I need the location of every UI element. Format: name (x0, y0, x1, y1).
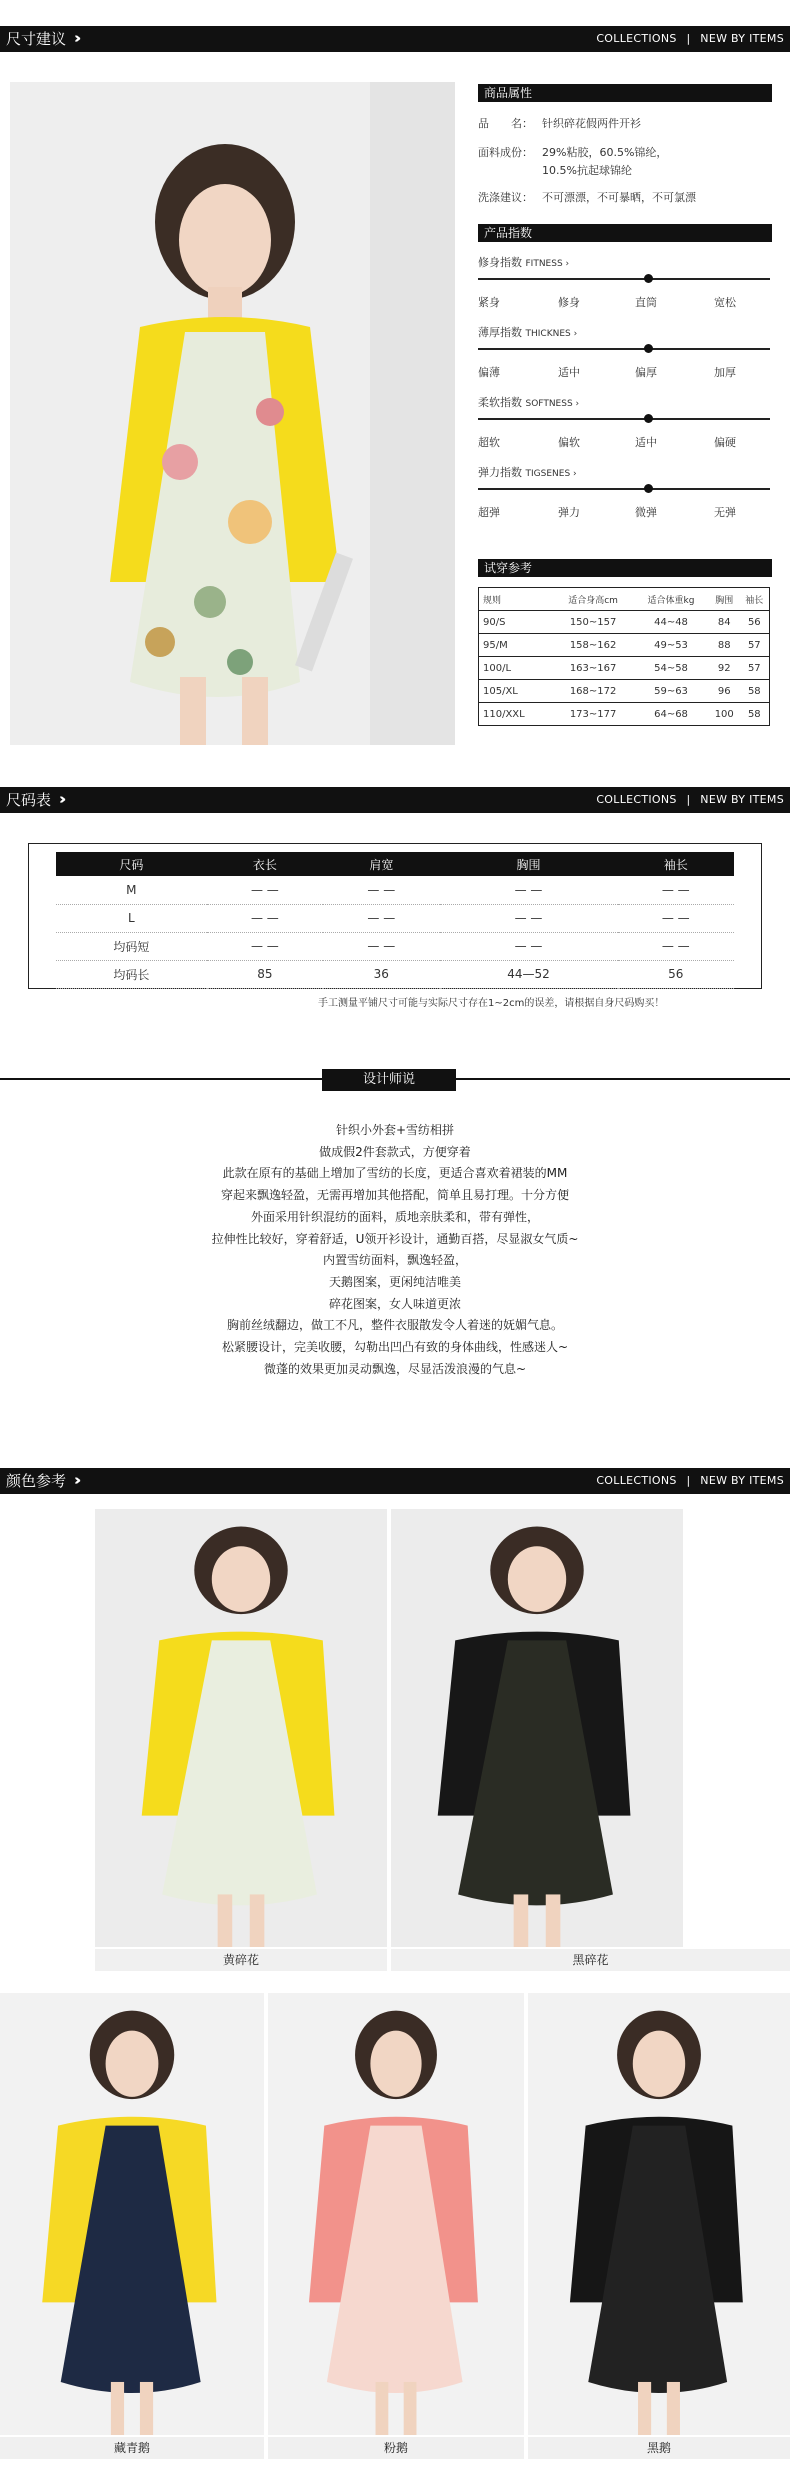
indices-header: 产品指数 (478, 224, 772, 242)
index-en-name: FITNESS › (525, 259, 570, 269)
section-title: 尺寸建议 (6, 30, 67, 48)
table-cell: 56 (740, 611, 770, 634)
table-cell: 44—52 (440, 960, 618, 988)
table-cell: 85 (207, 960, 323, 988)
table-cell: 49~53 (633, 634, 709, 657)
index-tick: 微弹 (635, 506, 657, 519)
table-row (479, 611, 770, 634)
chevron-right-icon: ›› (59, 790, 62, 808)
table-cell: — — (618, 904, 734, 932)
table-cell: 58 (740, 680, 770, 703)
table-cell: 均码短 (56, 932, 207, 960)
color-caption: 粉鹅 (268, 2437, 524, 2459)
try-on-header: 试穿参考 (478, 559, 772, 577)
column-header: 适合体重kg (633, 588, 709, 611)
table-cell: 150~157 (553, 611, 633, 634)
table-cell: 44~48 (633, 611, 709, 634)
index-marker (644, 344, 653, 353)
column-header: 袖长 (618, 852, 734, 876)
index-marker (644, 414, 653, 423)
section-title: 尺码表 (6, 791, 52, 809)
index-en-name: SOFTNESS › (525, 399, 580, 409)
main-product-photo (10, 82, 455, 745)
attr-name: 品 名： 针织碎花假两件开衫 (478, 117, 641, 130)
index-tick: 加厚 (714, 366, 736, 379)
table-cell: 56 (618, 960, 734, 988)
index-name: 修身指数 (478, 256, 526, 269)
description-line: 此款在原有的基础上增加了雪纺的长度，更适合喜欢着裙装的MM (222, 1166, 568, 1181)
table-row (479, 634, 770, 657)
column-header: 肩宽 (323, 852, 439, 876)
table-cell: — — (323, 876, 439, 904)
color-caption: 藏青鹅 (0, 2437, 264, 2459)
color-caption: 黑鹅 (528, 2437, 790, 2459)
column-header: 适合身高cm (553, 588, 633, 611)
new-items-link[interactable]: NEW BY ITEMS (700, 32, 784, 45)
index-name: 弹力指数 (478, 466, 526, 479)
index-name: 薄厚指数 (478, 326, 526, 339)
table-cell: 57 (740, 634, 770, 657)
table-cell: — — (440, 876, 618, 904)
attr-fabric: 面料成份： 29%粘胶，60.5%锦纶， (478, 146, 668, 159)
table-cell: — — (207, 932, 323, 960)
index-tick: 偏厚 (635, 366, 657, 379)
description-line: 拉伸性比较好，穿着舒适，U领开衫设计，通勤百搭，尽显淑女气质~ (211, 1231, 579, 1246)
table-cell: 90/S (479, 611, 554, 634)
attr-wash: 洗涤建议： 不可漂漂，不可暴晒，不可氯漂 (478, 191, 696, 204)
table-cell: 54~58 (633, 657, 709, 680)
table-cell: — — (440, 932, 618, 960)
column-header: 规则 (479, 588, 554, 611)
column-header: 胸围 (440, 852, 618, 876)
new-items-link[interactable]: NEW BY ITEMS (700, 793, 784, 806)
description-line: 外面采用针织混纺的面料，质地亲肤柔和，带有弹性， (250, 1209, 539, 1224)
index-marker (644, 484, 653, 493)
table-cell: 96 (709, 680, 740, 703)
index-scale (478, 488, 770, 490)
index-tick: 偏薄 (478, 366, 500, 379)
color-caption: 黑碎花 (391, 1949, 790, 1971)
index-tick: 紧身 (478, 296, 500, 309)
description-line: 做成假2件套款式，方便穿着 (319, 1144, 471, 1159)
table-cell: 58 (740, 703, 770, 726)
table-cell: 173~177 (553, 703, 633, 726)
table-cell: 110/XXL (479, 703, 554, 726)
table-row (479, 680, 770, 703)
size-table-box (28, 843, 762, 989)
table-cell: — — (618, 932, 734, 960)
color-photo (268, 1993, 524, 2435)
table-cell: 均码长 (56, 960, 207, 988)
index-label (478, 256, 569, 271)
index-tick: 适中 (558, 366, 580, 379)
table-cell: M (56, 876, 207, 904)
attr-fabric-cont: 10.5%抗起球锦纶 (542, 164, 632, 177)
index-scale (478, 278, 770, 280)
table-cell: 105/XL (479, 680, 554, 703)
table-row (56, 960, 734, 988)
color-caption: 黄碎花 (95, 1949, 387, 1971)
collections-link[interactable]: COLLECTIONS (596, 32, 677, 45)
index-en-name: THICKNES › (525, 329, 578, 339)
index-scale (478, 348, 770, 350)
index-tick: 偏软 (558, 436, 580, 449)
measure-note: 手工测量平铺尺寸可能与实际尺寸存在1~2cm的误差，请根据自身尺码购买！ (318, 998, 665, 1009)
table-cell: 64~68 (633, 703, 709, 726)
color-photo (528, 1993, 790, 2435)
index-scale (478, 418, 770, 420)
table-cell: 163~167 (553, 657, 633, 680)
index-tick: 无弹 (714, 506, 736, 519)
table-cell: — — (618, 876, 734, 904)
description-line: 微蓬的效果更加灵动飘逸，尽显活泼浪漫的气息~ (263, 1361, 527, 1376)
index-label (478, 466, 577, 481)
index-tick: 宽松 (714, 296, 736, 309)
index-tick: 修身 (558, 296, 580, 309)
table-row (479, 657, 770, 680)
table-row (56, 904, 734, 932)
index-tick: 超弹 (478, 506, 500, 519)
attributes-header: 商品属性 (478, 84, 772, 102)
description-line: 内置雪纺面料，飘逸轻盈， (322, 1253, 467, 1268)
table-row (56, 932, 734, 960)
description-line: 碎花图案，女人味道更浓 (328, 1296, 461, 1311)
description-line: 针织小外套+雪纺相拼 (335, 1123, 455, 1137)
table-cell: 168~172 (553, 680, 633, 703)
description-line: 天鹅图案，更闲纯洁唯美 (328, 1274, 461, 1289)
table-cell: 59~63 (633, 680, 709, 703)
table-cell: — — (207, 876, 323, 904)
table-cell: — — (207, 904, 323, 932)
collections-link[interactable]: COLLECTIONS (596, 1474, 677, 1487)
index-marker (644, 274, 653, 283)
chevron-right-icon: ›› (74, 29, 77, 47)
color-photo (391, 1509, 683, 1947)
table-cell: — — (323, 904, 439, 932)
table-cell: 100 (709, 703, 740, 726)
index-tick: 偏硬 (714, 436, 736, 449)
index-tick: 适中 (635, 436, 657, 449)
table-cell: 92 (709, 657, 740, 680)
index-label (478, 326, 577, 341)
index-label (478, 396, 579, 411)
index-tick: 超软 (478, 436, 500, 449)
description-line: 松紧腰设计，完美收腰，勾勒出凹凸有致的身体曲线，性感迷人~ (221, 1340, 569, 1355)
designer-description (95, 1120, 695, 1380)
table-cell: L (56, 904, 207, 932)
collections-link[interactable]: COLLECTIONS (596, 793, 677, 806)
table-cell: 100/L (479, 657, 554, 680)
index-tick: 直筒 (635, 296, 657, 309)
column-header: 尺码 (56, 852, 207, 876)
table-row (479, 703, 770, 726)
section-title: 颜色参考 (6, 1472, 67, 1490)
table-cell: 88 (709, 634, 740, 657)
designer-title: 设计师说 (322, 1069, 456, 1091)
color-photo (95, 1509, 387, 1947)
section-bar-color-ref: 颜色参考 ›› COLLECTIONS | NEW BY ITEMS (0, 1468, 790, 1494)
table-cell: 36 (323, 960, 439, 988)
color-photo (0, 1993, 264, 2435)
table-cell: 57 (740, 657, 770, 680)
column-header: 袖长 (740, 588, 770, 611)
try-on-table (478, 587, 770, 726)
section-bar-size-chart: 尺码表 ›› COLLECTIONS | NEW BY ITEMS (0, 787, 790, 813)
description-line: 穿起来飘逸轻盈，无需再增加其他搭配，简单且易打理。十分方便 (220, 1188, 569, 1203)
table-cell: 95/M (479, 634, 554, 657)
new-items-link[interactable]: NEW BY ITEMS (700, 1474, 784, 1487)
chevron-right-icon: ›› (74, 1471, 77, 1489)
index-en-name: TIGSENES › (525, 469, 577, 479)
table-cell: — — (323, 932, 439, 960)
index-tick: 弹力 (558, 506, 580, 519)
size-table (56, 852, 734, 989)
description-line: 胸前丝绒翻边，做工不凡，整件衣服散发令人着迷的妩媚气息。 (226, 1318, 563, 1333)
index-name: 柔软指数 (478, 396, 526, 409)
table-cell: 84 (709, 611, 740, 634)
table-cell: — — (440, 904, 618, 932)
column-header: 胸围 (709, 588, 740, 611)
section-bar-size-advice: 尺寸建议 ›› COLLECTIONS | NEW BY ITEMS (0, 26, 790, 52)
table-row (56, 876, 734, 904)
table-cell: 158~162 (553, 634, 633, 657)
column-header: 衣长 (207, 852, 323, 876)
